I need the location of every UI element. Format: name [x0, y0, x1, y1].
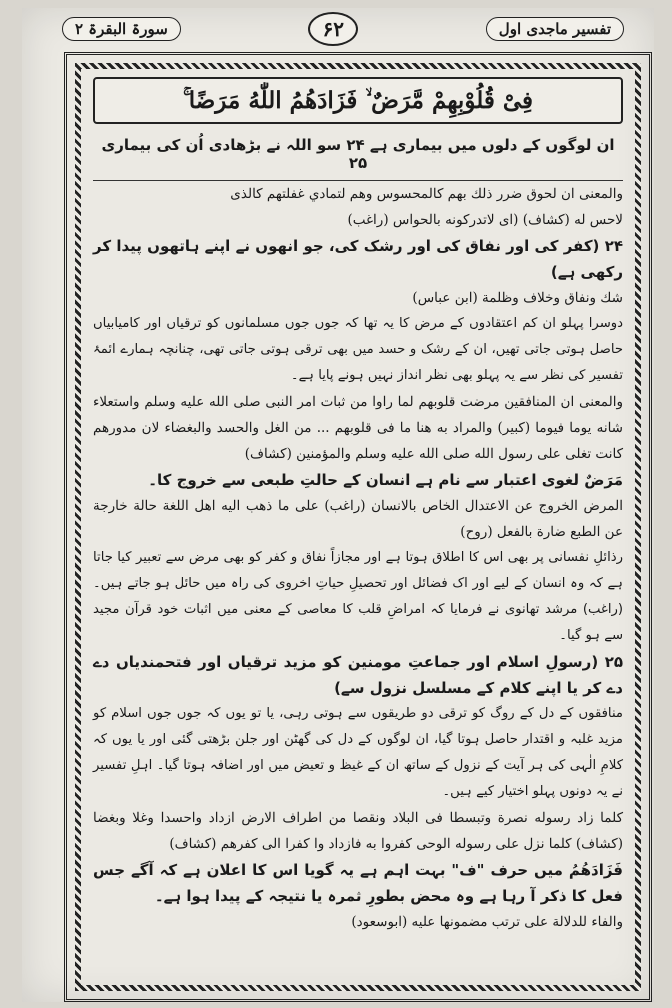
commentary-paragraph: لاحس له (كشاف) (اى لاتدركونه بالحواس (راغب): [347, 212, 623, 228]
commentary-paragraph: شك ونفاق وخلاف وظلمة (ابن عباس): [412, 290, 623, 306]
commentary-paragraph: والمعنى ان لحوق ضرر ذلك بهم كالمحسوس وهم لتمادي غفلتهم كالذى: [230, 186, 623, 202]
page-content: [89, 73, 627, 983]
verse-arabic: فِیْ قُلُوْبِهِمْ مَّرَضٌ ۙ فَزَادَهُمُ اللّٰهُ مَرَضًا ۚ: [93, 77, 623, 124]
page-number: ۶۲: [308, 12, 358, 46]
page-header: [62, 12, 624, 46]
surah-tag: سورۃ البقرۃ ۲: [62, 17, 181, 41]
book-title-tag: تفسیر ماجدی اول: [486, 17, 624, 41]
verse-translation: ان لوگوں کے دلوں میں بیماری ہے ۲۴ سو اللہ نے بڑھادی اُن کی بیماری ۲۵: [93, 124, 623, 181]
commentary-paragraph: فَزَادَهُمُ میں حرف "ف" بہت اہم ہے یہ گویا اس کا اعلان ہے کہ آگے جس فعل کا ذکر آ رہا ہے وہ محض بطورِ ثمرہ یا نتیجہ کے پیدا ہوا ہے۔: [93, 861, 623, 905]
commentary-paragraph: والفاء للدلالة على ترتب مضمونها عليه (ابوسعود): [351, 914, 623, 930]
note-24-heading: ۲۴ (کفر کی اور نفاق کی اور رشک کی، جو انھوں نے اپنے ہاتھوں پیدا کر رکھی ہے): [93, 237, 623, 281]
commentary-paragraph: والمعنى ان المنافقين مرضت قلوبهم لما راوا من ثبات امر النبى صلى الله عليه وسلم واستعلاء شانه يوما فيوما (كبير) والمراد به هنا ما فى قلوبهم ... من الغل والحسد والبغضاء لان مدورهم كانت تغلى على رسول الله صلى الله عليه وسلم والمؤمنين (كشاف): [93, 394, 623, 462]
marad-definition: مَرَضٌ لغوی اعتبار سے نام ہے انسان کے حالتِ طبعی سے خروج کا۔: [148, 471, 623, 489]
commentary-paragraph: دوسرا پہلو ان کم اعتقادوں کے مرض کا یہ تھا کہ جوں جوں مسلمانوں کو ترقیاں اور کامیابیاں حاصل ہوتی جاتی تھیں، ان کے رشک و حسد میں بھی ترقی ہوتی جاتی تھی، چنانچہ ہمارے ائمۂ تفسیر کی نظر سے یہ پہلو بھی نظر انداز نہیں ہونے پایا ہے۔: [93, 316, 623, 383]
commentary-paragraph: منافقوں کے دل کے روگ کو ترقی دو طریقوں سے ہوتی رہی، یا تو یوں کہ جوں جوں اسلام کو مزید غلبہ و اقتدار حاصل ہوتا گیا، ان لوگوں کے دل کی گھٹن اور جلن بڑھتی گئی اور یا یوں کہ کلامِ الٰہی کی ہر آیت کے نزول کے ساتھ ان کے غیظ و تعیض میں اور اضافہ ہوتا گیا۔ اہلِ تفسیر نے یہ دونوں پہلو اختیار کیے ہیں۔: [93, 706, 623, 799]
commentary-paragraph: رذائلِ نفسانی پر بھی اس کا اطلاق ہوتا ہے اور مجازاً نفاق و کفر کو بھی مرض سے تعبیر کیا جاتا ہے کہ وہ انسان کے لیے اور اک فضائل اور تحصیلِ حیاتِ اخروی کی راہ میں حائل ہو جاتے ہیں۔ (راغب) مرشد تھانوی نے فرمایا کہ امراضِ قلب کا معاصی کے معنی میں اثبات خود قرآن مجید سے ہو گیا۔: [93, 550, 623, 643]
note-25-heading: ۲۵ (رسولِ اسلام اور جماعتِ مومنین کو مزید ترقیاں اور فتحمندیاں دے دے کر یا اپنے کلام کے مسلسل نزول سے): [93, 653, 623, 697]
decorative-frame: [64, 52, 652, 1002]
commentary-paragraph: كلما زاد رسوله نصرة وتبسطا فى البلاد ونقصا من اطراف الارض ازداد واحسدا وغلا وبغضا (كشاف) كلما نزل على رسوله الوحى كفروا به فازداد وا كفرا الى كفرهم (كشاف): [93, 810, 623, 852]
book-page: [22, 8, 654, 1002]
commentary-paragraph: المرض الخروج عن الاعتدال الخاص بالانسان (راغب) على ما ذهب اليه اهل اللغة حالة خارجة عن الطبع ضارة بالفعل (روح): [93, 498, 623, 540]
